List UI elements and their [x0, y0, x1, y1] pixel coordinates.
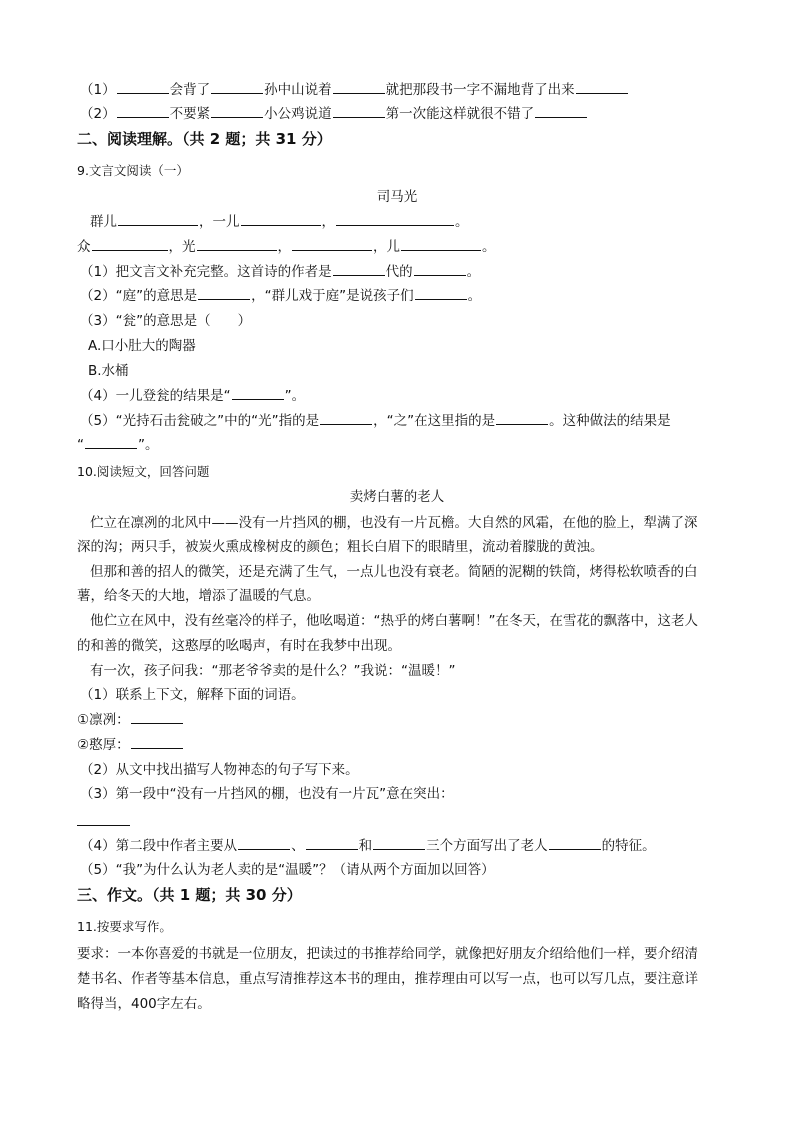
text-segment: 群儿: [90, 214, 117, 230]
answer-blank[interactable]: [77, 825, 130, 826]
text-segment: 的特征。: [601, 838, 656, 854]
passage-p2-line1: 但那和善的招人的微笑，还是充满了生气，一点儿也没有衰老。简陋的泥糊的铁筒，烤得松软喷香的白: [90, 564, 698, 580]
text-segment: “: [77, 437, 84, 453]
q8-item-2: [80, 103, 794, 125]
text-segment: ②憨厚：: [77, 737, 130, 753]
q10-sub-2: （2）从文中找出描写人物神态的句子写下来。: [80, 762, 359, 778]
text-segment: 。: [455, 214, 469, 230]
option-a[interactable]: A.口小肚大的陶器: [88, 338, 196, 354]
text-segment: 会背了: [169, 82, 211, 98]
answer-blank[interactable]: [414, 261, 466, 276]
q10-sub-1: （1）联系上下文，解释下面的词语。: [80, 687, 305, 703]
answer-blank[interactable]: [92, 236, 168, 251]
answer-blank[interactable]: [576, 79, 628, 94]
answer-blank[interactable]: [118, 211, 198, 226]
item-number: （1）: [80, 82, 116, 98]
answer-blank[interactable]: [333, 261, 385, 276]
answer-blank[interactable]: [117, 103, 169, 118]
answer-blank[interactable]: [211, 103, 263, 118]
q10-heading: 10.阅读短文，回答问题: [77, 464, 210, 479]
answer-blank[interactable]: [211, 79, 263, 94]
answer-blank[interactable]: [333, 79, 385, 94]
text-segment: ，儿: [373, 239, 400, 255]
text-segment: （1）把文言文补充完整。这首诗的作者是: [80, 264, 332, 280]
answer-blank[interactable]: [238, 835, 290, 850]
answer-blank[interactable]: [198, 285, 250, 300]
answer-blank[interactable]: [373, 835, 425, 850]
passage-p4: 有一次，孩子问我：“那老爷爷卖的是什么？”我说：“温暖！”: [90, 663, 456, 679]
answer-blank[interactable]: [549, 835, 601, 850]
q10-sub-5: （5）“我”为什么认为老人卖的是“温暖”？（请从两个方面加以回答）: [80, 862, 495, 878]
answer-blank[interactable]: [535, 103, 587, 118]
answer-blank[interactable]: [401, 236, 481, 251]
passage-p3-line1: 他伫立在风中，没有丝毫冷的样子，他吆喝道：“热乎的烤白薯啊！”在冬天，在雪花的飘落中，这老人: [90, 613, 698, 629]
text-segment: 小公鸡说道: [264, 106, 332, 122]
text-segment: ，光: [168, 239, 196, 255]
q9-sub-2: [80, 285, 794, 307]
q8-item-1: [80, 79, 794, 101]
item-number: （2）: [80, 106, 116, 122]
answer-blank[interactable]: [131, 709, 183, 724]
q11-req-line2: 楚书名、作者等基本信息，重点写清推荐这本书的理由，推荐理由可以写一点，也可以写几点，要注意详: [77, 971, 698, 987]
section-3-title: 三、作文。（共 1 题；共 30 分）: [77, 886, 302, 904]
answer-blank[interactable]: [241, 211, 321, 226]
poem-line-2: [77, 236, 794, 258]
q10-sub-4: [80, 835, 794, 857]
q11-req-line3: 略得当，400字左右。: [77, 996, 211, 1012]
text-segment: 、: [291, 838, 305, 854]
q10-sub-1b: [77, 734, 794, 756]
q9-sub-5: [80, 410, 794, 432]
text-segment: 。: [467, 288, 482, 304]
text-segment: ，“之”在这里指的是: [373, 413, 496, 429]
text-segment: 。: [466, 264, 481, 280]
passage-p3-line2: 的和善的微笑，这憨厚的吆喝声，有时在我梦中出现。: [77, 638, 401, 654]
answer-blank[interactable]: [320, 410, 372, 425]
poem-title: 司马光: [376, 189, 418, 205]
answer-blank[interactable]: [333, 103, 385, 118]
answer-blank[interactable]: [336, 211, 454, 226]
text-segment: 三个方面写出了老人: [426, 838, 548, 854]
text-segment: 不要紧: [169, 106, 211, 122]
passage-p1-line1: 伫立在凛冽的北风中——没有一片挡风的棚，也没有一片瓦檐。大自然的风霜，在他的脸上，犁满了深: [90, 515, 698, 531]
passage-title: 卖烤白薯的老人: [349, 489, 445, 505]
text-segment: （2）“庭”的意思是: [80, 288, 198, 304]
text-segment: （4）一儿登瓮的结果是“: [80, 388, 231, 404]
answer-blank[interactable]: [85, 434, 137, 449]
option-b[interactable]: B.水桶: [88, 363, 129, 379]
q10-sub-1a: [77, 709, 794, 731]
answer-blank[interactable]: [232, 385, 284, 400]
text-segment: （4）第二段中作者主要从: [80, 838, 238, 854]
text-segment: ”。: [138, 437, 159, 453]
answer-blank[interactable]: [197, 236, 277, 251]
passage-p1-line2: 深的沟；两只手，被炭火熏成橡树皮的颜色；粗长白眉下的眼睛里，流动着朦胧的黄浊。: [77, 539, 604, 555]
q9-sub-5-cont: [77, 434, 794, 456]
answer-blank[interactable]: [131, 734, 183, 749]
answer-blank[interactable]: [306, 835, 358, 850]
q11-heading: 11.按要求写作。: [77, 919, 172, 934]
answer-blank[interactable]: [415, 285, 467, 300]
text-segment: 代的: [385, 264, 413, 280]
text-segment: （5）“光持石击瓮破之”中的“光”指的是: [80, 413, 320, 429]
q9-sub-1: [80, 261, 794, 283]
poem-line-1: [90, 211, 794, 233]
text-segment: 就把那段书一字不漏地背了出来: [385, 82, 575, 98]
text-segment: 第一次能这样就很不错了: [385, 106, 535, 122]
text-segment: 众: [77, 239, 91, 255]
text-segment: ，: [321, 214, 335, 230]
q9-heading: 9.文言文阅读（一）: [77, 163, 189, 178]
q11-req-line1: 要求：一本你喜爱的书就是一位朋友，把读过的书推荐给同学，就像把好朋友介绍给他们一样，要介绍清: [77, 946, 698, 962]
answer-blank[interactable]: [496, 410, 548, 425]
answer-blank[interactable]: [117, 79, 169, 94]
section-2-title: 二、阅读理解。（共 2 题；共 31 分）: [77, 130, 332, 148]
text-segment: 。: [482, 239, 496, 255]
text-segment: ”。: [284, 388, 306, 404]
text-segment: 孙中山说着: [264, 82, 332, 98]
text-segment: ①凛冽：: [77, 712, 130, 728]
passage-p2-line2: 薯，给冬天的大地，增添了温暖的气息。: [77, 588, 320, 604]
text-segment: ，“群儿戏于庭”是说孩子们: [251, 288, 414, 304]
q9-sub-4: [80, 385, 794, 407]
q10-sub-3: （3）第一段中“没有一片挡风的棚，也没有一片瓦”意在突出：: [80, 786, 454, 802]
q9-sub-3: （3）“瓮”的意思是（ ）: [80, 313, 252, 329]
text-segment: ，一儿: [199, 214, 240, 230]
answer-blank[interactable]: [292, 236, 372, 251]
text-segment: 和: [358, 838, 373, 854]
text-segment: 。这种做法的结果是: [549, 413, 671, 429]
text-segment: ，: [277, 239, 291, 255]
